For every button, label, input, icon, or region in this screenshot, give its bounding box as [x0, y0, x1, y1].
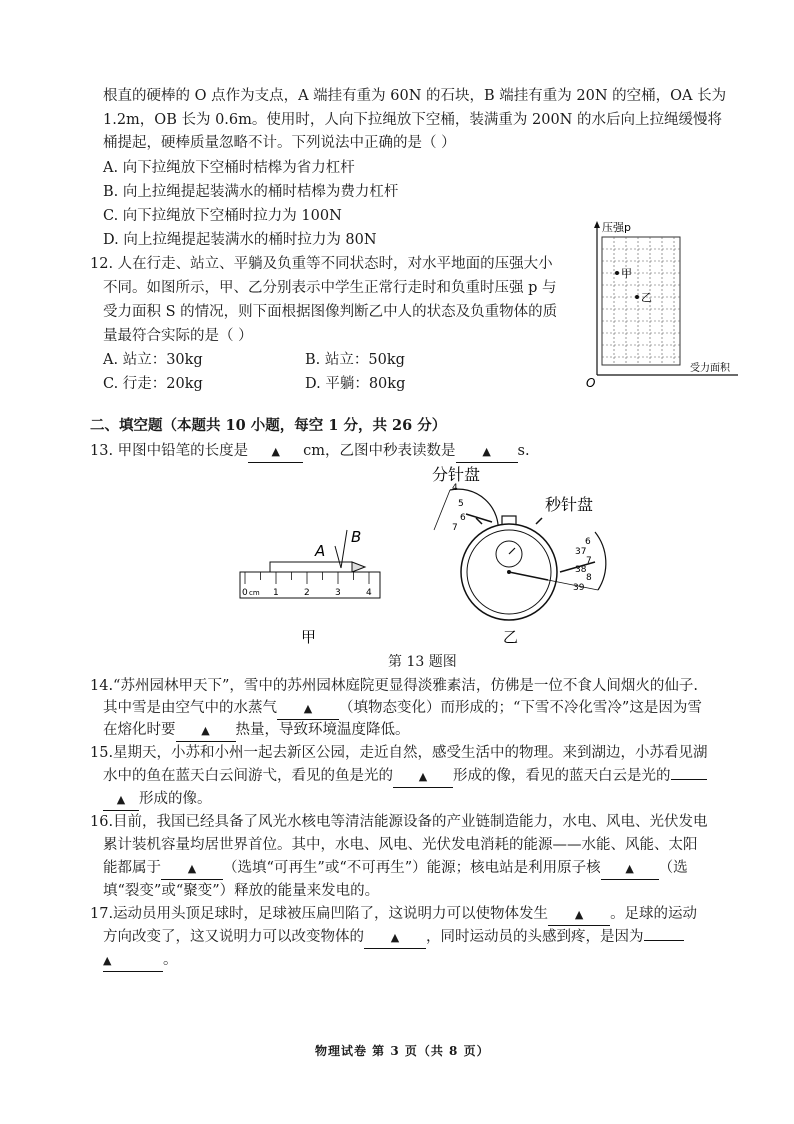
q17-line-3: ▲ 。	[103, 950, 178, 972]
minute-tick-5: 5	[458, 499, 464, 509]
q12-line-1: 12. 人在行走、站立、平躺及负重等不同状态时，对水平地面的压强大小	[90, 256, 553, 272]
second-dial-arc	[595, 532, 606, 590]
q13-prefix: 13. 甲图中铅笔的长度是	[90, 443, 249, 459]
watch-button-right	[536, 518, 542, 524]
ruler-body	[240, 572, 380, 598]
graph-origin: O	[586, 376, 596, 390]
q14-blank-2[interactable]: ▲	[176, 720, 236, 742]
minute-zoom-line-1	[434, 490, 450, 530]
q13-text	[90, 441, 530, 463]
q15-line-3: ▲ 形成的像。	[103, 789, 212, 811]
q12-line-2: 不同。如图所示，甲、乙分别表示中学生正常行走时和负重时压强 p 与	[103, 280, 557, 296]
stopwatch-figure	[420, 462, 620, 652]
pressure-area-graph	[580, 215, 740, 395]
second-dial-label: 秒针盘	[545, 495, 594, 514]
q17-blank-1[interactable]: ▲	[548, 904, 610, 926]
minute-tick-7: 7	[452, 523, 458, 533]
section-heading: 二、填空题（本题共 10 小题，每空 1 分，共 26 分）	[90, 417, 447, 434]
ruler-figure	[235, 520, 385, 650]
label-a: A	[315, 542, 326, 560]
graph-point-yi-label: 乙	[641, 291, 652, 304]
q16-line-2: 累计装机容量均居世界首位。其中，水电、风电、光伏发电消耗的能源——水能、风能、太阳	[103, 837, 698, 853]
q15-blank-1[interactable]: ▲	[393, 766, 453, 788]
ruler-unit: cm	[249, 589, 260, 597]
q17-blank-3-start[interactable]	[644, 940, 684, 941]
graph-point-yi	[635, 295, 639, 299]
q15-blank-2-start[interactable]	[671, 779, 707, 780]
q11-option-a: A. 向下拉绳放下空桶时桔槔为省力杠杆	[103, 160, 355, 176]
q17-line-1: 17.运动员用头顶足球时，足球被压扁凹陷了，这说明力可以使物体发生 ▲ 。足球的运动	[90, 904, 697, 926]
second-tick-6: 6	[585, 537, 591, 547]
q14-line-2: 其中雪是由空气中的水蒸气 ▲ （填物态变化）而形成的；“下雪不冷化雪冷”这是因为雪	[103, 698, 702, 720]
page-footer: 物理试卷 第 3 页（共 8 页）	[315, 1044, 490, 1058]
q11-option-d: D. 向上拉绳提起装满水的桶时拉力为 80N	[103, 232, 377, 248]
q17-blank-3[interactable]: ▲	[103, 950, 163, 972]
q12-line-4: 量最符合实际的是（ ）	[103, 328, 253, 344]
figure-label-yi: 乙	[503, 628, 519, 646]
graph-point-jia-label: 甲	[621, 267, 632, 280]
second-tick-7: 7	[586, 556, 592, 566]
q16-line-4: 填“裂变”或“聚变”）释放的能量来发电的。	[103, 883, 380, 899]
graph-x-label: 受力面积	[690, 363, 730, 374]
ruler-tick-1: 1	[273, 588, 279, 598]
q15-line-2: 水中的鱼在蓝天白云间游弋，看见的鱼是光的 ▲ 形成的像，看见的蓝天白云是光的	[103, 766, 707, 788]
q13-caption: 第 13 题图	[388, 654, 457, 670]
graph-point-jia	[615, 271, 619, 275]
q11-line-1: 根直的硬棒的 O 点作为支点，A 端挂有重为 60N 的石块，B 端挂有重为 20N 的空桶，OA 长为	[103, 88, 727, 104]
label-b: B	[351, 528, 362, 546]
minute-dial-label: 分针盘	[432, 465, 481, 484]
second-tick-39: 39	[573, 583, 585, 593]
second-tick-38: 38	[575, 565, 587, 575]
figure-label-jia: 甲	[301, 628, 317, 646]
q16-blank-1[interactable]: ▲	[161, 858, 223, 880]
q15-line-1: 15.星期天，小苏和小州一起去新区公园，走近自然，感受生活中的物理。来到湖边，小苏看见湖	[90, 745, 708, 761]
q12-option-a: A. 站立：30kg	[103, 352, 203, 368]
q14-line-1: 14.“苏州园林甲天下”，雪中的苏州园林庭院更显得淡雅素洁，仿佛是一位不食人间烟火的仙子.	[90, 678, 698, 694]
second-tick-37: 37	[575, 547, 587, 557]
q14-blank-1[interactable]: ▲	[277, 698, 339, 720]
q13-blank-1[interactable]: ▲	[248, 441, 303, 463]
q16-line-3: 能都属于 ▲ （选填“可再生”或“不可再生”）能源；核电站是利用原子核 ▲ （选	[103, 858, 688, 880]
q11-line-2: 1.2m，OB 长为 0.6m。使用时，人向下拉绳放下空桶，装满重为 200N 的水后向上拉绳缓慢将	[103, 112, 722, 128]
minute-tick-4: 4	[452, 483, 458, 493]
pencil-tip	[352, 562, 365, 572]
q11-option-b: B. 向上拉绳提起装满水的桶时桔槔为费力杠杆	[103, 184, 399, 200]
q12-option-d: D. 平躺：80kg	[305, 376, 406, 392]
q17-line-2: 方向改变了，这又说明力可以改变物体的 ▲ ，同时运动员的头感到疼，是因为	[103, 927, 684, 949]
ruler-tick-3: 3	[335, 588, 341, 598]
q13-blank-2[interactable]: ▲	[456, 441, 518, 463]
graph-y-label: 压强p	[602, 221, 631, 234]
q12-option-b: B. 站立：50kg	[305, 352, 405, 368]
q15-blank-2[interactable]: ▲	[103, 789, 139, 811]
second-tick-8: 8	[586, 573, 592, 583]
q17-blank-2[interactable]: ▲	[364, 927, 426, 949]
q11-line-3: 桶提起，硬棒质量忽略不计。下列说法中正确的是（ ）	[103, 135, 456, 151]
q12-line-3: 受力面积 S 的情况，则下面根据图像判断乙中人的状态及负重物体的质	[103, 304, 558, 320]
q12-option-c: C. 行走：20kg	[103, 376, 203, 392]
ruler-tick-4: 4	[366, 588, 372, 598]
watch-center	[507, 570, 511, 574]
q11-option-c: C. 向下拉绳放下空桶时拉力为 100N	[103, 208, 342, 224]
q14-line-3: 在熔化时要 ▲ 热量，导致环境温度降低。	[103, 720, 410, 742]
q13-unit-2: s.	[517, 443, 530, 459]
minute-tick-6: 6	[460, 513, 466, 523]
ruler-tick-0: 0	[242, 588, 248, 598]
graph-y-arrow	[594, 221, 600, 228]
q16-line-1: 16.目前，我国已经具备了风光水核电等清洁能源设备的产业链制造能力，水电、风电、光伏发电	[90, 814, 708, 830]
ruler-tick-2: 2	[304, 588, 310, 598]
q16-blank-2[interactable]: ▲	[601, 858, 659, 880]
q13-unit-1: cm，乙图中秒表读数是	[303, 443, 456, 459]
